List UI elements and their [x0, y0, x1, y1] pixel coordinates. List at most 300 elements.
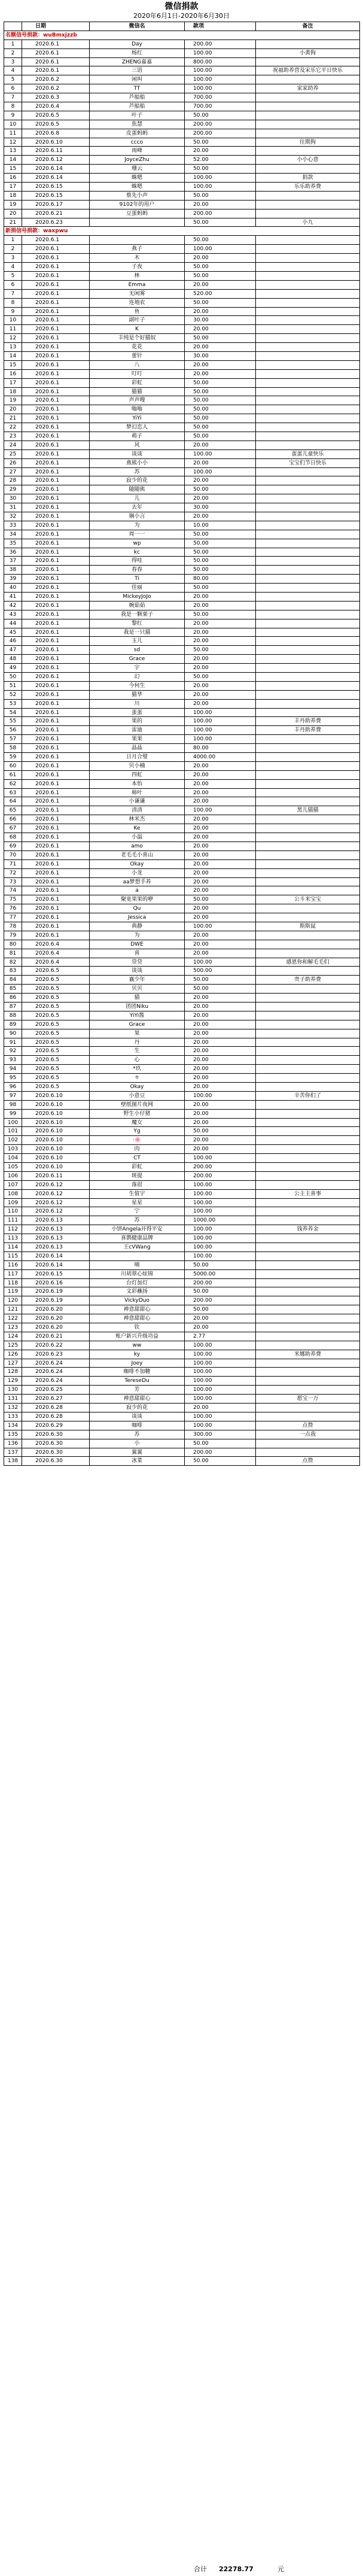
table-row	[4, 1190, 360, 1199]
row-note	[256, 557, 360, 565]
row-note	[256, 120, 360, 129]
row-name: 豆蛋蚂蚂	[90, 209, 185, 218]
row-date: 2020.6.19	[22, 1287, 90, 1296]
date-range: 2020年6月1日-2020年6月30日	[133, 12, 230, 20]
row-no: 41	[4, 593, 22, 601]
row-note	[256, 370, 360, 378]
row-name: 谈谈	[90, 1412, 185, 1421]
row-no: 49	[4, 664, 22, 672]
row-name: a	[90, 886, 185, 895]
table-row	[4, 1448, 360, 1457]
table-row	[4, 120, 360, 129]
row-date: 2020.6.10	[22, 1110, 90, 1118]
row-amount: 50.00	[185, 236, 256, 244]
row-name: 嗡嗡	[90, 405, 185, 414]
row-no: 75	[4, 895, 22, 904]
table-row	[4, 209, 360, 218]
table-row	[4, 922, 360, 931]
row-amount: 200.00	[185, 209, 256, 218]
row-date: 2020.6.4	[22, 949, 90, 958]
row-date: 2020.6.1	[22, 58, 90, 66]
row-date: 2020.6.13	[22, 1243, 90, 1251]
row-note	[256, 985, 360, 993]
table-row	[4, 682, 360, 691]
row-date: 2020.6.1	[22, 494, 90, 503]
row-no: 42	[4, 602, 22, 610]
total-value: 22278.77	[219, 2565, 254, 2573]
row-no: 134	[4, 1421, 22, 1430]
row-date: 2020.6.5	[22, 1029, 90, 1038]
row-no: 14	[4, 352, 22, 360]
row-no: 21	[4, 414, 22, 423]
row-date: 2020.6.16	[22, 1279, 90, 1287]
table-row	[4, 102, 360, 111]
row-name: 小温	[90, 833, 185, 842]
row-name: 苏	[90, 1430, 185, 1439]
row-date: 2020.6.1	[22, 913, 90, 922]
table-row	[4, 58, 360, 67]
row-name: 文彩蘸扬	[90, 1287, 185, 1296]
row-amount: 200.00	[185, 1279, 256, 1287]
row-amount: 50.00	[185, 646, 256, 654]
row-note: 点赞	[256, 1421, 360, 1430]
row-amount: 50.00	[185, 530, 256, 539]
row-no: 101	[4, 1127, 22, 1135]
table-row	[4, 593, 360, 602]
row-note	[256, 147, 360, 155]
table-row	[4, 1287, 360, 1296]
row-no: 7	[4, 290, 22, 298]
row-date: 2020.6.1	[22, 789, 90, 797]
row-name: 连地农	[90, 299, 185, 307]
row-no: 38	[4, 566, 22, 574]
header-name: 微信名	[90, 22, 185, 31]
row-no: 127	[4, 1359, 22, 1368]
row-amount: 20.00	[185, 940, 256, 949]
row-no: 116	[4, 1261, 22, 1269]
row-amount: 20.00	[185, 878, 256, 886]
row-note	[256, 1296, 360, 1305]
table-row	[4, 1377, 360, 1386]
row-name: 落眉	[90, 1181, 185, 1189]
row-no: 44	[4, 619, 22, 628]
row-amount: 20.00	[185, 308, 256, 316]
table-row	[4, 1386, 360, 1395]
row-note	[256, 1270, 360, 1278]
row-no: 77	[4, 913, 22, 922]
row-note	[256, 521, 360, 530]
row-amount: 200.00	[185, 1448, 256, 1457]
table-row	[4, 637, 360, 646]
row-date: 2020.6.1	[22, 637, 90, 645]
row-note	[256, 352, 360, 360]
row-date: 2020.6.4	[22, 102, 90, 111]
table-row	[4, 1252, 360, 1261]
row-no: 79	[4, 931, 22, 940]
row-amount: 100.00	[185, 1341, 256, 1350]
row-note	[256, 815, 360, 824]
row-note	[256, 129, 360, 138]
row-amount: 100.00	[185, 1154, 256, 1162]
row-date: 2020.6.1	[22, 254, 90, 262]
row-amount: 20.00	[185, 1074, 256, 1082]
table-row	[4, 316, 360, 325]
row-note	[256, 1448, 360, 1457]
table-row	[4, 325, 360, 334]
row-no: 17	[4, 379, 22, 387]
table-row	[4, 1101, 360, 1110]
row-note	[256, 441, 360, 449]
row-date: 2020.6.5	[22, 976, 90, 984]
row-note: 小小心意	[256, 156, 360, 164]
row-no: 2	[4, 49, 22, 57]
row-name: 账户新兴升级功益	[90, 1332, 185, 1341]
row-note	[256, 1083, 360, 1091]
table-row	[4, 833, 360, 842]
row-name: 典静	[90, 922, 185, 931]
row-name: 皮蛋蚂蚂	[90, 129, 185, 138]
table-row	[4, 806, 360, 815]
row-name: 谈谈	[90, 450, 185, 458]
table-row	[4, 976, 360, 985]
row-no: 67	[4, 824, 22, 833]
row-note: 米娜助养费	[256, 1350, 360, 1359]
row-no: 115	[4, 1252, 22, 1260]
row-date: 2020.6.12	[22, 1181, 90, 1189]
row-date: 2020.6.5	[22, 1083, 90, 1091]
row-no: 22	[4, 423, 22, 432]
row-date: 2020.6.5	[22, 1020, 90, 1029]
row-note	[256, 379, 360, 387]
row-date: 2020.6.28	[22, 1404, 90, 1412]
row-note	[256, 75, 360, 84]
row-no: 50	[4, 673, 22, 681]
row-no: 136	[4, 1439, 22, 1448]
row-name: 叶子	[90, 111, 185, 120]
row-date: 2020.6.3	[22, 93, 90, 102]
row-date: 2020.6.1	[22, 673, 90, 681]
table-row	[4, 851, 360, 860]
row-date: 2020.6.1	[22, 548, 90, 557]
table-row	[4, 1199, 360, 1208]
table-row	[4, 1119, 360, 1128]
row-date: 2020.6.5	[22, 120, 90, 129]
row-no: 26	[4, 459, 22, 467]
row-amount: 20.00	[185, 441, 256, 449]
row-date: 2020.6.1	[22, 521, 90, 530]
row-name: 谈谈	[90, 967, 185, 975]
row-amount: 100.00	[185, 1368, 256, 1376]
row-no: 60	[4, 762, 22, 770]
row-date: 2020.6.4	[22, 940, 90, 949]
row-note	[256, 405, 360, 414]
row-name: ·🌸	[90, 1136, 185, 1144]
row-note	[256, 299, 360, 307]
table-row	[4, 1395, 360, 1404]
row-date: 2020.6.1	[22, 388, 90, 396]
row-note	[256, 494, 360, 503]
row-amount: 20.00	[185, 682, 256, 690]
row-date: 2020.6.1	[22, 655, 90, 663]
row-note	[256, 245, 360, 253]
row-amount: 100.00	[185, 922, 256, 931]
row-amount: 100.00	[185, 1234, 256, 1243]
row-name: ㅎ	[90, 1074, 185, 1082]
row-date: 2020.6.1	[22, 922, 90, 931]
row-name: 为	[90, 521, 185, 530]
row-no: 46	[4, 637, 22, 645]
row-date: 2020.6.1	[22, 664, 90, 672]
row-name: 小	[90, 1439, 185, 1448]
table-row	[4, 218, 360, 227]
row-amount: 20.00	[185, 762, 256, 770]
row-date: 2020.6.13	[22, 1225, 90, 1234]
table-row	[4, 797, 360, 806]
row-note	[256, 539, 360, 548]
row-name: ZHENG嘉嘉	[90, 58, 185, 66]
row-no: 123	[4, 1323, 22, 1332]
row-note	[256, 1011, 360, 1020]
row-name: 喜	[90, 949, 185, 958]
row-note	[256, 236, 360, 244]
row-amount: 50.00	[185, 539, 256, 548]
row-note	[256, 753, 360, 761]
row-name: 芦船船	[90, 102, 185, 111]
row-name: 花花	[90, 343, 185, 351]
row-amount: 20.00	[185, 833, 256, 842]
row-amount: 30.00	[185, 503, 256, 512]
row-date: 2020.6.14	[22, 1252, 90, 1260]
row-note	[256, 1404, 360, 1412]
row-amount: 700.00	[185, 102, 256, 111]
row-no: 25	[4, 450, 22, 458]
row-amount: 20.00	[185, 281, 256, 289]
row-no: 8	[4, 299, 22, 307]
table-row	[4, 940, 360, 949]
row-name: 为	[90, 931, 185, 940]
row-date: 2020.6.1	[22, 575, 90, 583]
row-note	[256, 931, 360, 940]
row-no: 92	[4, 1047, 22, 1055]
row-name: 副叶子	[90, 316, 185, 324]
row-no: 9	[4, 308, 22, 316]
row-name: K	[90, 325, 185, 333]
row-note	[256, 423, 360, 432]
row-no: 15	[4, 165, 22, 173]
row-amount: 100.00	[185, 1199, 256, 1207]
row-amount: 100.00	[185, 468, 256, 476]
table-row	[4, 281, 360, 290]
row-no: 120	[4, 1296, 22, 1305]
row-no: 80	[4, 940, 22, 949]
row-note	[256, 325, 360, 333]
row-name: 芦船船	[90, 93, 185, 102]
row-amount: 50.00	[185, 334, 256, 342]
table-row	[4, 361, 360, 370]
row-name: 斑提	[90, 1172, 185, 1180]
table-row	[4, 610, 360, 619]
row-amount: 100.00	[185, 1252, 256, 1260]
table-row	[4, 192, 360, 201]
row-no: 17	[4, 183, 22, 191]
table-row	[4, 824, 360, 833]
row-amount: 100.00	[185, 1092, 256, 1100]
row-amount: 50.00	[185, 432, 256, 441]
row-name: aa梦想手养	[90, 878, 185, 886]
row-no: 9	[4, 111, 22, 120]
row-amount: 20.00	[185, 637, 256, 645]
row-no: 108	[4, 1190, 22, 1198]
row-name: TereseDu	[90, 1377, 185, 1385]
row-note	[256, 967, 360, 975]
row-note	[256, 165, 360, 173]
row-name: 今何生	[90, 682, 185, 690]
row-name: *玖	[90, 1065, 185, 1073]
row-name: 燕子	[90, 245, 185, 253]
row-name: 声声嗖	[90, 396, 185, 405]
table-row	[4, 459, 360, 468]
row-no: 68	[4, 833, 22, 842]
row-no: 106	[4, 1172, 22, 1180]
row-name: JoyceZhu	[90, 156, 185, 164]
row-amount: 100.00	[185, 806, 256, 815]
table-row	[4, 165, 360, 174]
row-date: 2020.6.1	[22, 691, 90, 699]
table-row	[4, 1439, 360, 1448]
row-note	[256, 1154, 360, 1162]
row-amount: 20.00	[185, 664, 256, 672]
row-amount: 80.00	[185, 575, 256, 583]
row-date: 2020.6.1	[22, 842, 90, 850]
row-no: 129	[4, 1377, 22, 1385]
table-row	[4, 138, 360, 147]
row-amount: 100.00	[185, 1207, 256, 1216]
row-date: 2020.6.5	[22, 1047, 90, 1055]
row-note	[256, 40, 360, 48]
row-date: 2020.6.10	[22, 1154, 90, 1162]
row-amount: 100.00	[185, 1225, 256, 1234]
table-row	[4, 1234, 360, 1243]
row-amount: 20.00	[185, 619, 256, 628]
row-date: 2020.6.1	[22, 869, 90, 877]
row-date: 2020.6.5	[22, 994, 90, 1002]
row-name: 喜鹊健康品牌	[90, 1234, 185, 1243]
row-amount: 50.00	[185, 138, 256, 147]
row-no: 107	[4, 1181, 22, 1189]
row-note	[256, 548, 360, 557]
row-date: 2020.6.1	[22, 236, 90, 244]
row-date: 2020.6.20	[22, 1323, 90, 1332]
row-name: 燕熊小小	[90, 459, 185, 467]
table-row	[4, 860, 360, 869]
row-name: Okay	[90, 1083, 185, 1091]
row-note	[256, 111, 360, 120]
table-row	[4, 789, 360, 798]
row-no: 10	[4, 120, 22, 129]
row-date: 2020.6.1	[22, 851, 90, 859]
row-name: 子夜	[90, 263, 185, 271]
row-date: 2020.6.22	[22, 1341, 90, 1350]
row-amount: 80.00	[185, 744, 256, 752]
table-row	[4, 494, 360, 503]
row-name: 王cVWang	[90, 1243, 185, 1251]
row-no: 90	[4, 1029, 22, 1038]
row-name: MickeyJoJo	[90, 593, 185, 601]
row-date: 2020.6.25	[22, 1386, 90, 1394]
row-name: 杨红	[90, 49, 185, 57]
row-amount: 20.00	[185, 1029, 256, 1038]
row-note	[256, 735, 360, 743]
row-note	[256, 994, 360, 1002]
table-row	[4, 815, 360, 824]
row-no: 131	[4, 1395, 22, 1403]
row-no: 40	[4, 584, 22, 592]
row-no: 86	[4, 994, 22, 1002]
row-date: 2020.6.1	[22, 584, 90, 592]
table-row	[4, 913, 360, 922]
table-row	[4, 111, 360, 120]
table-row	[4, 949, 360, 958]
row-date: 2020.6.14	[22, 1261, 90, 1269]
row-no: 31	[4, 503, 22, 512]
row-name: Jessica	[90, 913, 185, 922]
row-amount: 50.00	[185, 557, 256, 565]
row-date: 2020.6.23	[22, 218, 90, 227]
row-no: 119	[4, 1287, 22, 1296]
row-date: 2020.6.1	[22, 557, 90, 565]
row-no: 18	[4, 192, 22, 200]
row-amount: 700.00	[185, 93, 256, 102]
table-row	[4, 869, 360, 878]
row-note	[256, 254, 360, 262]
row-amount: 50.00	[185, 388, 256, 396]
row-note	[256, 1101, 360, 1109]
row-name: 聚宽果果的咿	[90, 895, 185, 904]
row-date: 2020.6.1	[22, 450, 90, 458]
row-name: 小龙	[90, 869, 185, 877]
row-name: 猫华	[90, 691, 185, 699]
table-row	[4, 619, 360, 628]
row-date: 2020.6.1	[22, 325, 90, 333]
row-name: 珊云	[90, 165, 185, 173]
table-row	[4, 904, 360, 913]
table-row	[4, 691, 360, 700]
row-name: 喃	[90, 1261, 185, 1269]
table-row	[4, 1110, 360, 1119]
row-no: 28	[4, 476, 22, 485]
row-no: 130	[4, 1386, 22, 1394]
row-date: 2020.6.1	[22, 352, 90, 360]
row-amount: 20.00	[185, 789, 256, 797]
row-note	[256, 1110, 360, 1118]
table-row	[4, 717, 360, 726]
table-row	[4, 75, 360, 84]
row-no: 76	[4, 904, 22, 913]
row-amount: 20.00	[185, 325, 256, 333]
row-amount: 100.00	[185, 1359, 256, 1368]
row-date: 2020.6.13	[22, 1234, 90, 1243]
row-date: 2020.6.10	[22, 1145, 90, 1153]
row-name: 儿	[90, 494, 185, 503]
row-date: 2020.6.5	[22, 1074, 90, 1082]
table-row	[4, 1261, 360, 1270]
row-note: 小九	[256, 218, 360, 227]
row-name: 日月合璧	[90, 753, 185, 761]
row-note	[256, 584, 360, 592]
row-date: 2020.6.1	[22, 931, 90, 940]
row-amount: 20.00	[185, 1404, 256, 1412]
row-no: 121	[4, 1305, 22, 1314]
